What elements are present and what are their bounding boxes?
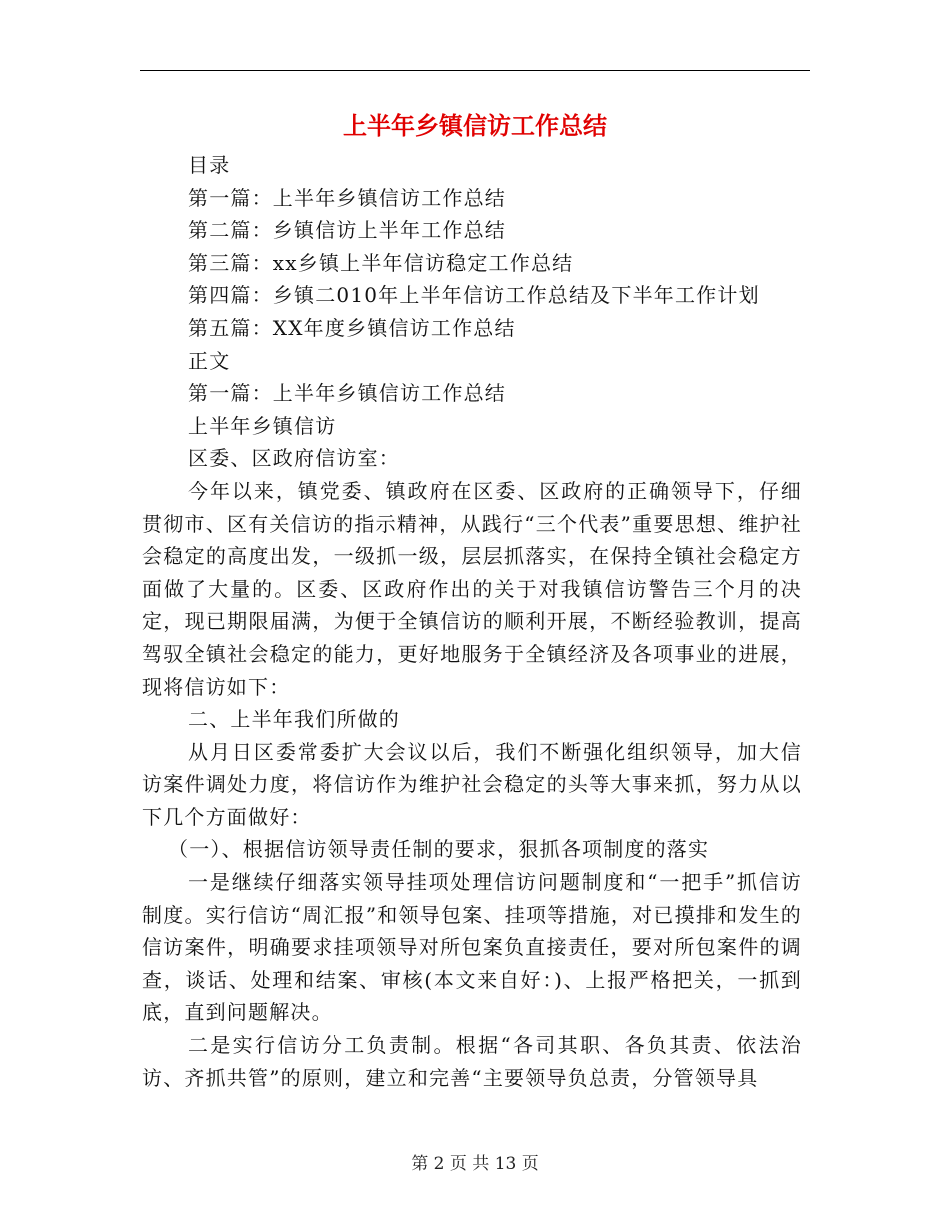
toc-item: 第二篇：乡镇信访上半年工作总结 bbox=[188, 218, 506, 243]
toc-heading: 目录 bbox=[188, 153, 231, 177]
body-paragraph: 一是继续仔细落实领导挂项处理信访问题制度和“一把手”抓信访制度。实行信访“周汇报”和领导包案、挂项等措施，对已摸排和发生的信访案件，明确要求挂项领导对所包案负直接责任，要对所包案件的调查，谈话、处理和结案、审核(本文来自好：)、上报严格把关，一抓到底，直到问题解决。 bbox=[142, 870, 802, 1025]
section-heading: 二、上半年我们所做的 bbox=[188, 707, 400, 732]
toc-item: 第一篇：上半年乡镇信访工作总结 bbox=[188, 185, 506, 210]
body-paragraph: 从月日区委常委扩大会议以后，我们不断强化组织领导，加大信访案件调处力度，将信访作为维护社会稳定的头等大事来抓，努力从以下几个方面做好： bbox=[142, 739, 802, 829]
body-heading: 正文 bbox=[188, 348, 231, 373]
body-paragraph: 今年以来，镇党委、镇政府在区委、区政府的正确领导下，仔细贯彻市、区有关信访的指示精神，从践行“三个代表”重要思想、维护社会稳定的高度出发，一级抓一级，层层抓落实，在保持全镇社会稳定方面做了大量的。区委、区政府作出的关于对我镇信访警告三个月的决定，现已期限届满，为便于全镇信访的顺利开展，不断经验教训，提高驾驭全镇社会稳定的能力，更好地服务于全镇经济及各项事业的进展，现将信访如下： bbox=[142, 478, 802, 699]
document-body bbox=[142, 149, 802, 1094]
subsection-heading: （一）、根据信访领导责任制的要求，狠抓各项制度的落实 bbox=[168, 837, 710, 862]
toc-item: 第四篇：乡镇二010年上半年信访工作总结及下半年工作计划 bbox=[188, 283, 760, 308]
page-footer: 第 2 页 共 13 页 bbox=[411, 1154, 539, 1174]
chapter-title: 第一篇：上半年乡镇信访工作总结 bbox=[188, 381, 506, 406]
body-paragraph: 二是实行信访分工负责制。根据“各司其职、各负其责、依法治访、齐抓共管”的原则，建立和完善“主要领导负总责，分管领导具 bbox=[142, 1033, 802, 1090]
document-title: 上半年乡镇信访工作总结 bbox=[343, 112, 607, 140]
toc-item: 第三篇：xx乡镇上半年信访稳定工作总结 bbox=[188, 250, 574, 275]
header-rule bbox=[140, 70, 810, 71]
toc-item: 第五篇：XX年度乡镇信访工作总结 bbox=[188, 315, 516, 340]
chapter-subtitle: 上半年乡镇信访 bbox=[188, 413, 337, 438]
salutation: 区委、区政府信访室： bbox=[188, 446, 400, 471]
